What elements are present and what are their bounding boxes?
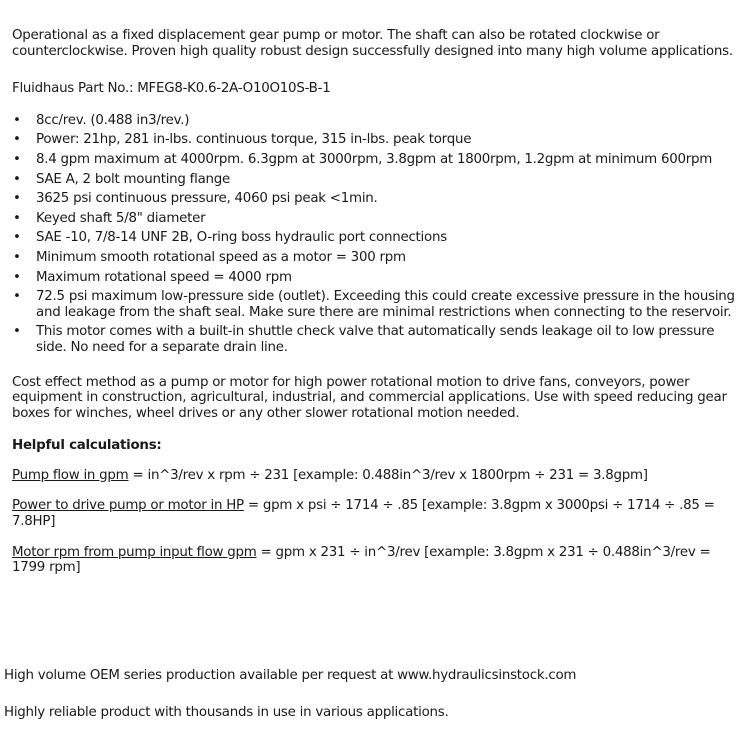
oem-production-note: High volume OEM series production available per request at www.hydraulicsinstock.com [4, 668, 577, 683]
pump-flow-calculation [12, 468, 746, 484]
part-number: Fluidhaus Part No.: MFEG8-K0.6-2A-O10O10S-B-1 [12, 81, 331, 97]
spec-item: • Keyed shaft 5/8" diameter [12, 211, 746, 227]
calculations-heading: Helpful calculations: [12, 438, 162, 454]
usage-paragraph: Cost effect method as a pump or motor for high power rotational motion to drive fans, conveyors, power equipment in construction, agricultural, industrial, and commercial applications. Use with speed reducing gear boxes for winches, wheel drives or any other slower rotational motion needed. [12, 374, 727, 421]
spec-list [12, 113, 746, 356]
spec-item: • Power: 21hp, 281 in-lbs. continuous torque, 315 in-lbs. peak torque [12, 132, 746, 148]
spec-item: • 72.5 psi maximum low-pressure side (outlet). Exceeding this could create excessive pressure in the housing and leakage from the shaft seal. Make sure there are minimal restrictions when connecting to the reservoir. [12, 289, 746, 320]
spec-item: • 8.4 gpm maximum at 4000rpm. 6.3gpm at 3000rpm, 3.8gpm at 1800rpm, 1.2gpm at minimum 600rpm [12, 152, 746, 168]
spec-item: • Maximum rotational speed = 4000 rpm [12, 270, 746, 286]
reliability-note: Highly reliable product with thousands in use in various applications. [4, 705, 449, 720]
spec-item: • SAE -10, 7/8-14 UNF 2B, O-ring boss hydraulic port connections [12, 230, 746, 246]
spec-item: • This motor comes with a built-in shuttle check valve that automatically sends leakage oil to low pressure side. No need for a separate drain line. [12, 324, 746, 355]
spec-item: • SAE A, 2 bolt mounting flange [12, 172, 746, 188]
product-description [12, 28, 746, 591]
spec-item: • 8cc/rev. (0.488 in3/rev.) [12, 113, 746, 129]
motor-rpm-calculation [12, 545, 746, 576]
motor-rpm-formula: = gpm x 231 ÷ in^3/rev [example: 3.8gpm x 231 ÷ 0.488in^3/rev = 1799 rpm] [12, 544, 711, 576]
power-label: Power to drive pump or motor in HP [12, 498, 244, 514]
intro-paragraph: Operational as a fixed displacement gear pump or motor. The shaft can also be rotated clockwise or counterclockwise. Proven high quality robust design successfully designed into many high volume applications. [12, 28, 733, 59]
motor-rpm-label: Motor rpm from pump input flow gpm [12, 544, 257, 560]
power-formula: = gpm x psi ÷ 1714 ÷ .85 [example: 3.8gpm x 3000psi ÷ 1714 ÷ .85 = 7.8HP] [12, 498, 715, 530]
pump-flow-label: Pump flow in gpm [12, 467, 129, 483]
spec-item: • Minimum smooth rotational speed as a motor = 300 rpm [12, 250, 746, 266]
spec-item: • 3625 psi continuous pressure, 4060 psi peak <1min. [12, 191, 746, 207]
power-calculation [12, 498, 746, 529]
pump-flow-formula: = in^3/rev x rpm ÷ 231 [example: 0.488in^3/rev x 1800rpm ÷ 231 = 3.8gpm] [128, 467, 648, 483]
